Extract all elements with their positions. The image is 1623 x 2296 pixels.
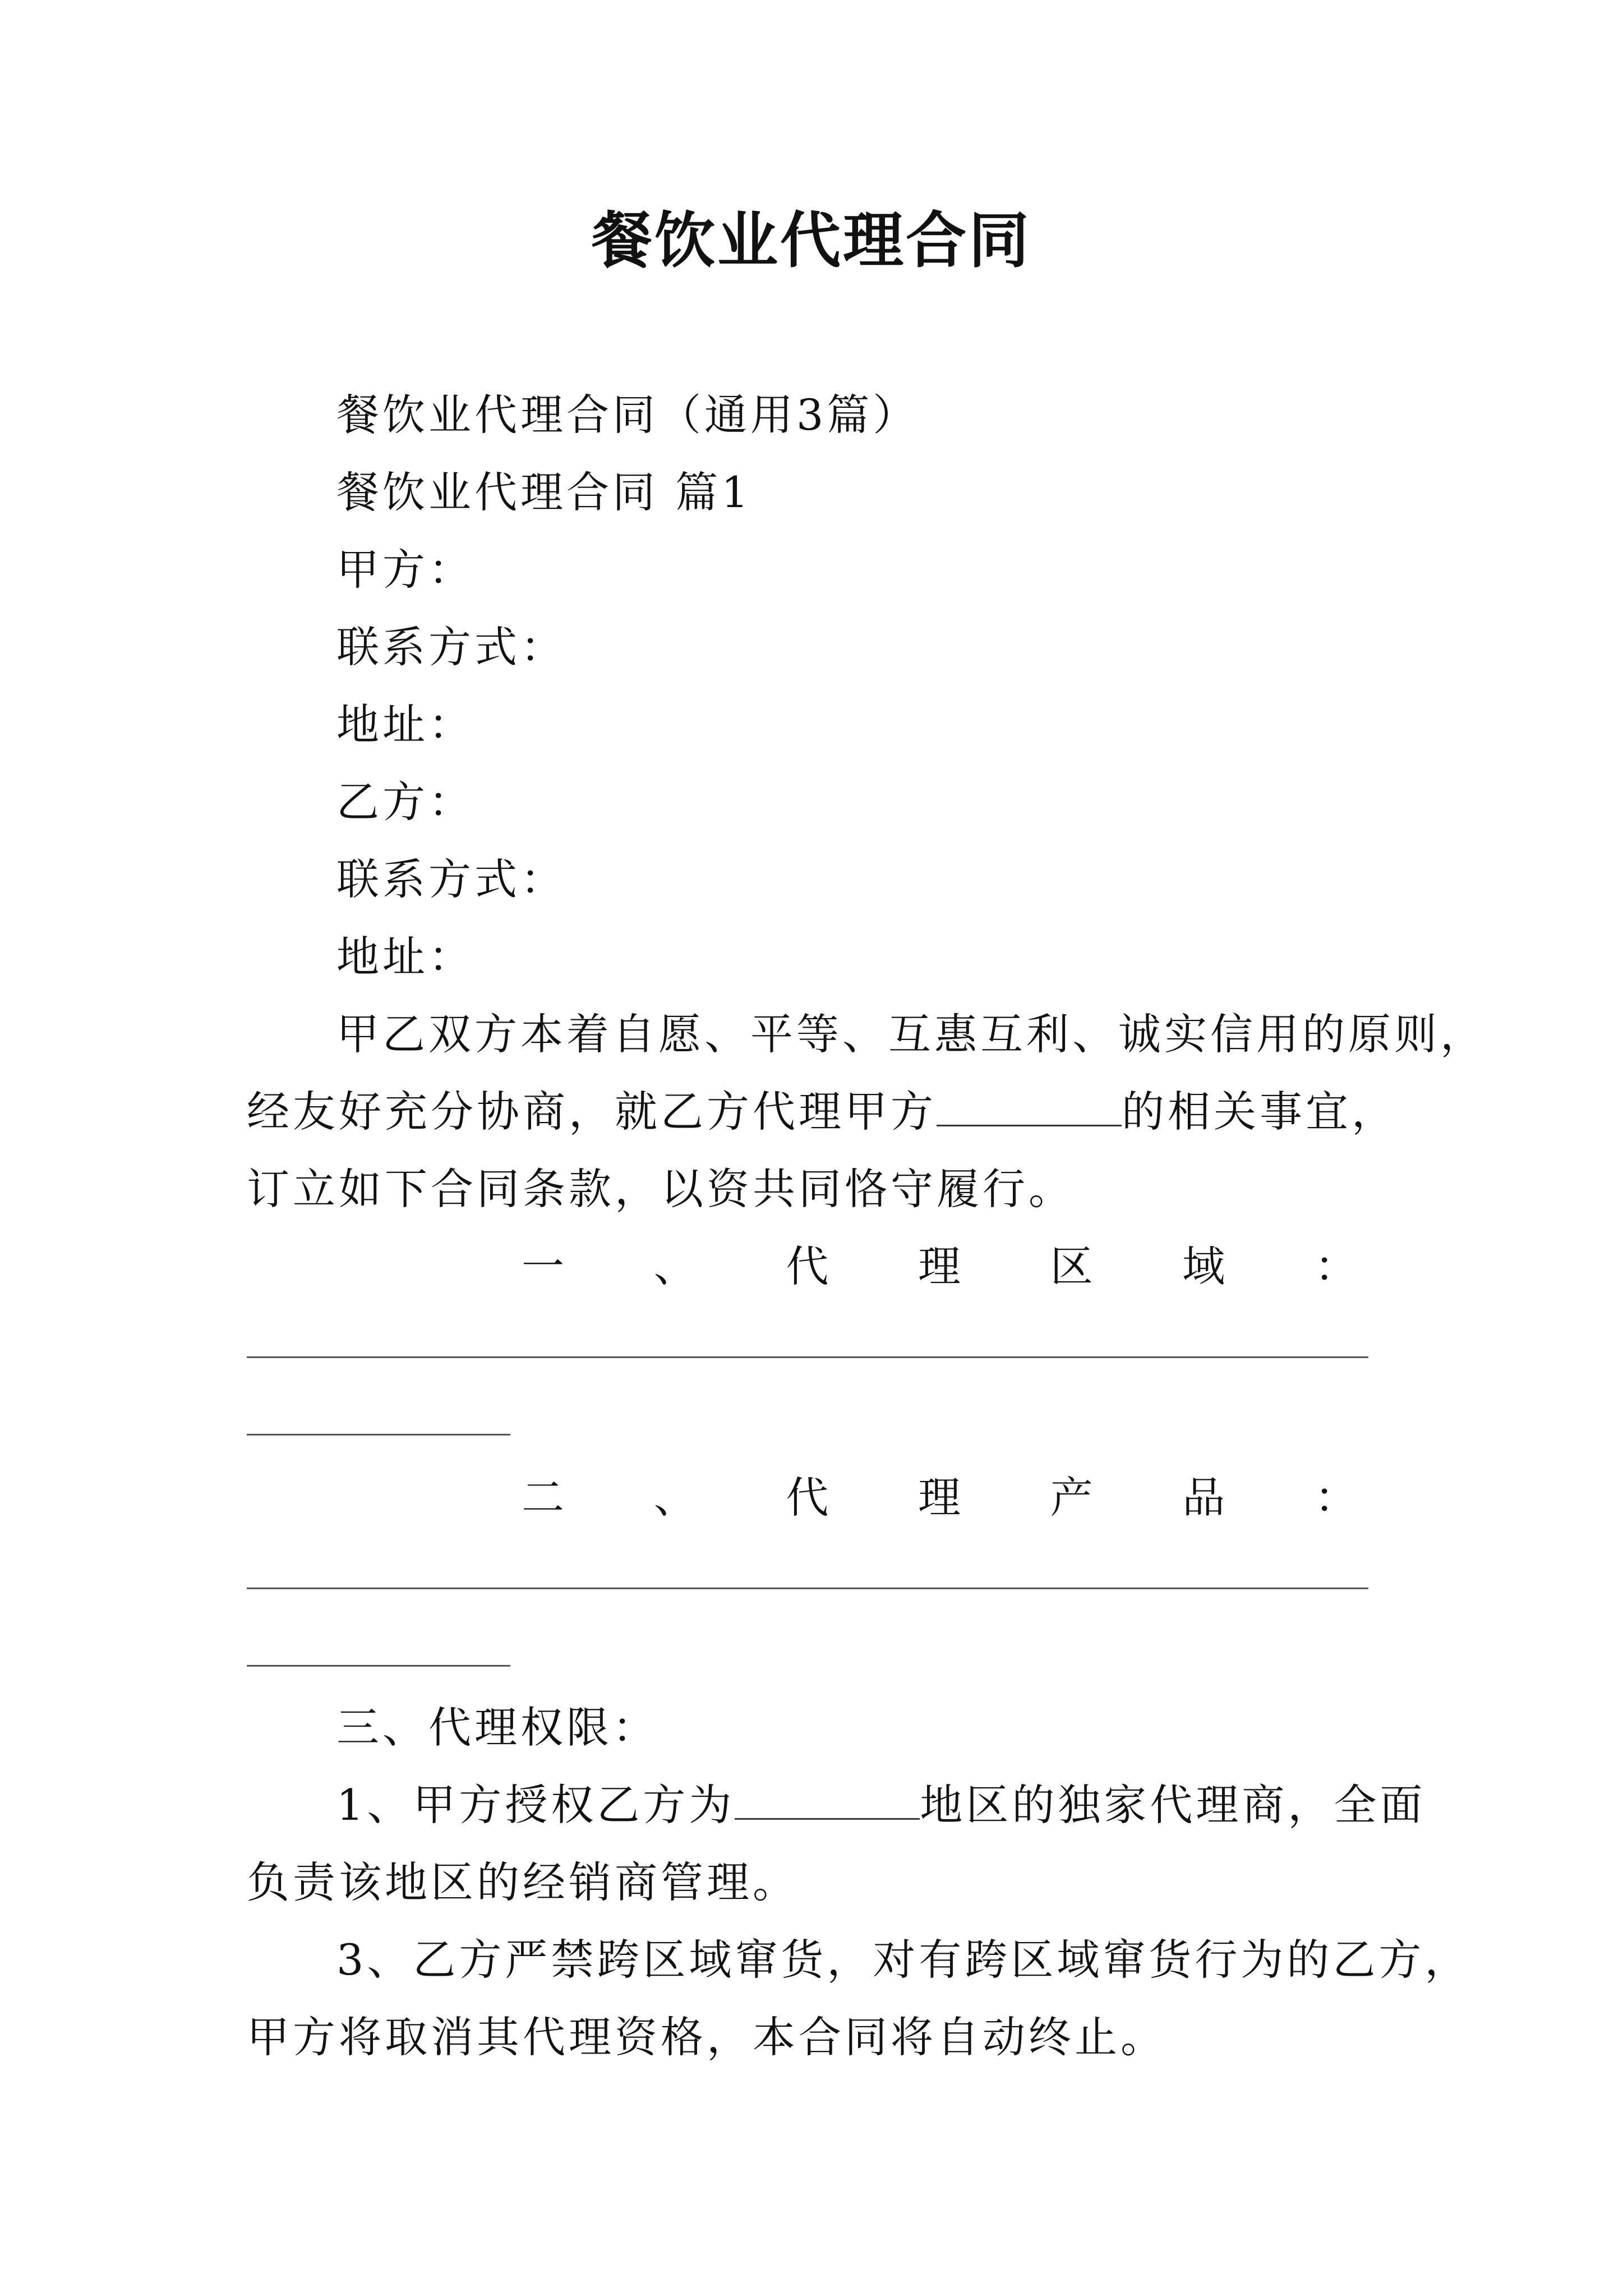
clause-1-char: ： [1314, 1241, 1357, 1291]
party-b-name-label: 乙方： [336, 777, 474, 827]
blank-field [937, 1091, 1122, 1126]
document-subtitle: 餐饮业代理合同（通用3篇） [336, 390, 919, 440]
document-title: 餐饮业代理合同 [591, 206, 1031, 276]
clause-3-heading: 三、代理权限： [336, 1703, 658, 1752]
section-heading: 餐饮业代理合同 篇1 [336, 467, 752, 517]
clause-3-item-3: 3、乙方严禁跨区域窜货，对有跨区域窜货行为的乙方， [336, 1935, 1471, 1985]
clause-2-char: 、 [653, 1473, 697, 1522]
blank-field [735, 1784, 920, 1820]
clause-2-char: 理 [917, 1473, 961, 1522]
party-a-name-label: 甲方： [336, 545, 474, 595]
clause-3-item-1-part-a: 1、甲方授权乙方为 [336, 1780, 735, 1830]
clause-3-item-1-part-b: 地区的独家代理商，全面 [920, 1780, 1426, 1830]
clause-3-item-1-continued: 负责该地区的经销商管理。 [247, 1857, 799, 1907]
clause-1-char: 区 [1050, 1241, 1093, 1291]
clause-2-char: 代 [786, 1473, 829, 1522]
clause-1-char: 代 [786, 1241, 829, 1291]
intro-line-2-part-b: 的相关事宜， [1122, 1087, 1398, 1137]
clause-1-heading [522, 1239, 1357, 1295]
clause-2-char: 品 [1182, 1473, 1225, 1522]
intro-line-1: 甲乙双方本着自愿、平等、互惠互利、诚实信用的原则， [336, 1009, 1486, 1059]
clause-2-char: 二 [522, 1473, 564, 1522]
clause-1-char: 一 [522, 1241, 564, 1291]
party-a-contact-label: 联系方式： [336, 622, 566, 672]
clause-2-char: 产 [1050, 1473, 1093, 1522]
clause-2-char: ： [1314, 1473, 1357, 1522]
intro-line-2 [247, 1084, 1398, 1140]
clause-3-item-1 [336, 1777, 1426, 1833]
clause-1-fill-line [247, 1356, 1368, 1358]
clause-1-char: 、 [653, 1241, 697, 1291]
party-b-address-label: 地址： [336, 932, 474, 982]
party-b-contact-label: 联系方式： [336, 854, 566, 904]
intro-line-2-part-a: 经友好充分协商，就乙方代理甲方 [247, 1087, 937, 1137]
clause-1-char: 域 [1182, 1241, 1225, 1291]
party-a-address-label: 地址： [336, 700, 474, 749]
clause-1-char: 理 [917, 1241, 961, 1291]
clause-3-item-3-continued: 甲方将取消其代理资格，本合同将自动终止。 [247, 2012, 1166, 2062]
clause-1-fill-line-end [247, 1434, 510, 1435]
clause-2-fill-line-end [247, 1665, 510, 1667]
clause-2-heading [522, 1470, 1357, 1526]
intro-line-3: 订立如下合同条款，以资共同恪守履行。 [247, 1164, 1075, 1214]
clause-2-fill-line [247, 1588, 1368, 1589]
